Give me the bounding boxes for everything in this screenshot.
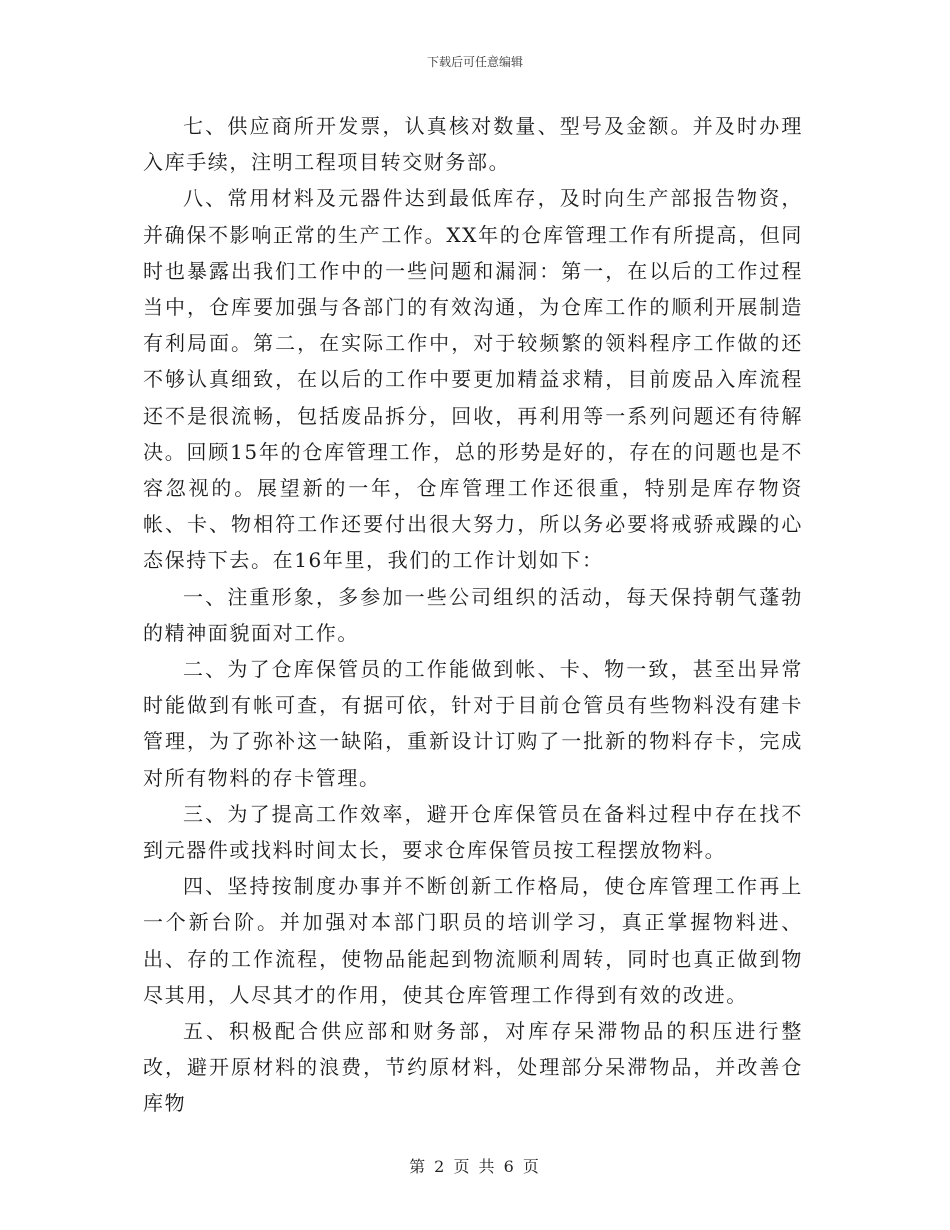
document-body <box>143 108 803 1122</box>
paragraph-7-invoices: 七、供应商所开发票，认真核对数量、型号及金额。并及时办理入库手续，注明工程项目转交财务部。 <box>143 114 803 175</box>
page-header: 下载后可任意编辑 <box>426 55 523 69</box>
paragraph-plan-5: 五、积极配合供应部和财务部，对库存呆滞物品的积压进行整改，避开原材料的浪费，节约原材料，处理部分呆滞物品，并改善仓库物 <box>143 1019 803 1116</box>
paragraph-plan-2: 二、为了仓库保管员的工作能做到帐、卡、物一致，甚至出异常时能做到有帐可查，有据可依，针对于目前仓管员有些物料没有建卡管理，为了弥补这一缺陷，重新设计订购了一批新的物料存卡，完成对所有物料的存卡管理。 <box>143 657 803 790</box>
paragraph-plan-1: 一、注重形象，多参加一些公司组织的活动，每天保持朝气蓬勃的精神面貌面对工作。 <box>143 584 803 645</box>
page-number: 第 2 页 共 6 页 <box>409 1157 541 1176</box>
paragraph-plan-4: 四、坚持按制度办事并不断创新工作格局，使仓库管理工作再上一个新台阶。并加强对本部门职员的培训学习，真正掌握物料进、出、存的工作流程，使物品能起到物流顺利周转，同时也真正做到物尽其用，人尽其才的作用，使其仓库管理工作得到有效的改进。 <box>143 874 803 1007</box>
paragraph-plan-3: 三、为了提高工作效率，避开仓库保管员在备料过程中存在找不到元器件或找料时间太长，要求仓库保管员按工程摆放物料。 <box>143 801 803 863</box>
paragraph-8-inventory-review: 八、常用材料及元器件达到最低库存，及时向生产部报告物资，并确保不影响正常的生产工作。XX年的仓库管理工作有所提高，但同时也暴露出我们工作中的一些问题和漏洞：第一，在以后的工作过程当中，仓库要加强与各部门的有效沟通，为仓库工作的顺利开展制造有利局面。第二，在实际工作中，对于较频繁的领料程序工作做的还不够认真细致，在以后的工作中要更加精益求精，目前废品入库流程还不是很流畅，包括废品拆分，回收，再利用等一系列问题还有待解决。回顾15年的仓库管理工作，总的形势是好的，存在的问题也是不容忽视的。展望新的一年，仓库管理工作还很重，特别是库存物资帐、卡、物相符工作还要付出很大努力，所以务必要将戒骄戒躁的心态保持下去。在16年里，我们的工作计划如下： <box>143 186 803 573</box>
